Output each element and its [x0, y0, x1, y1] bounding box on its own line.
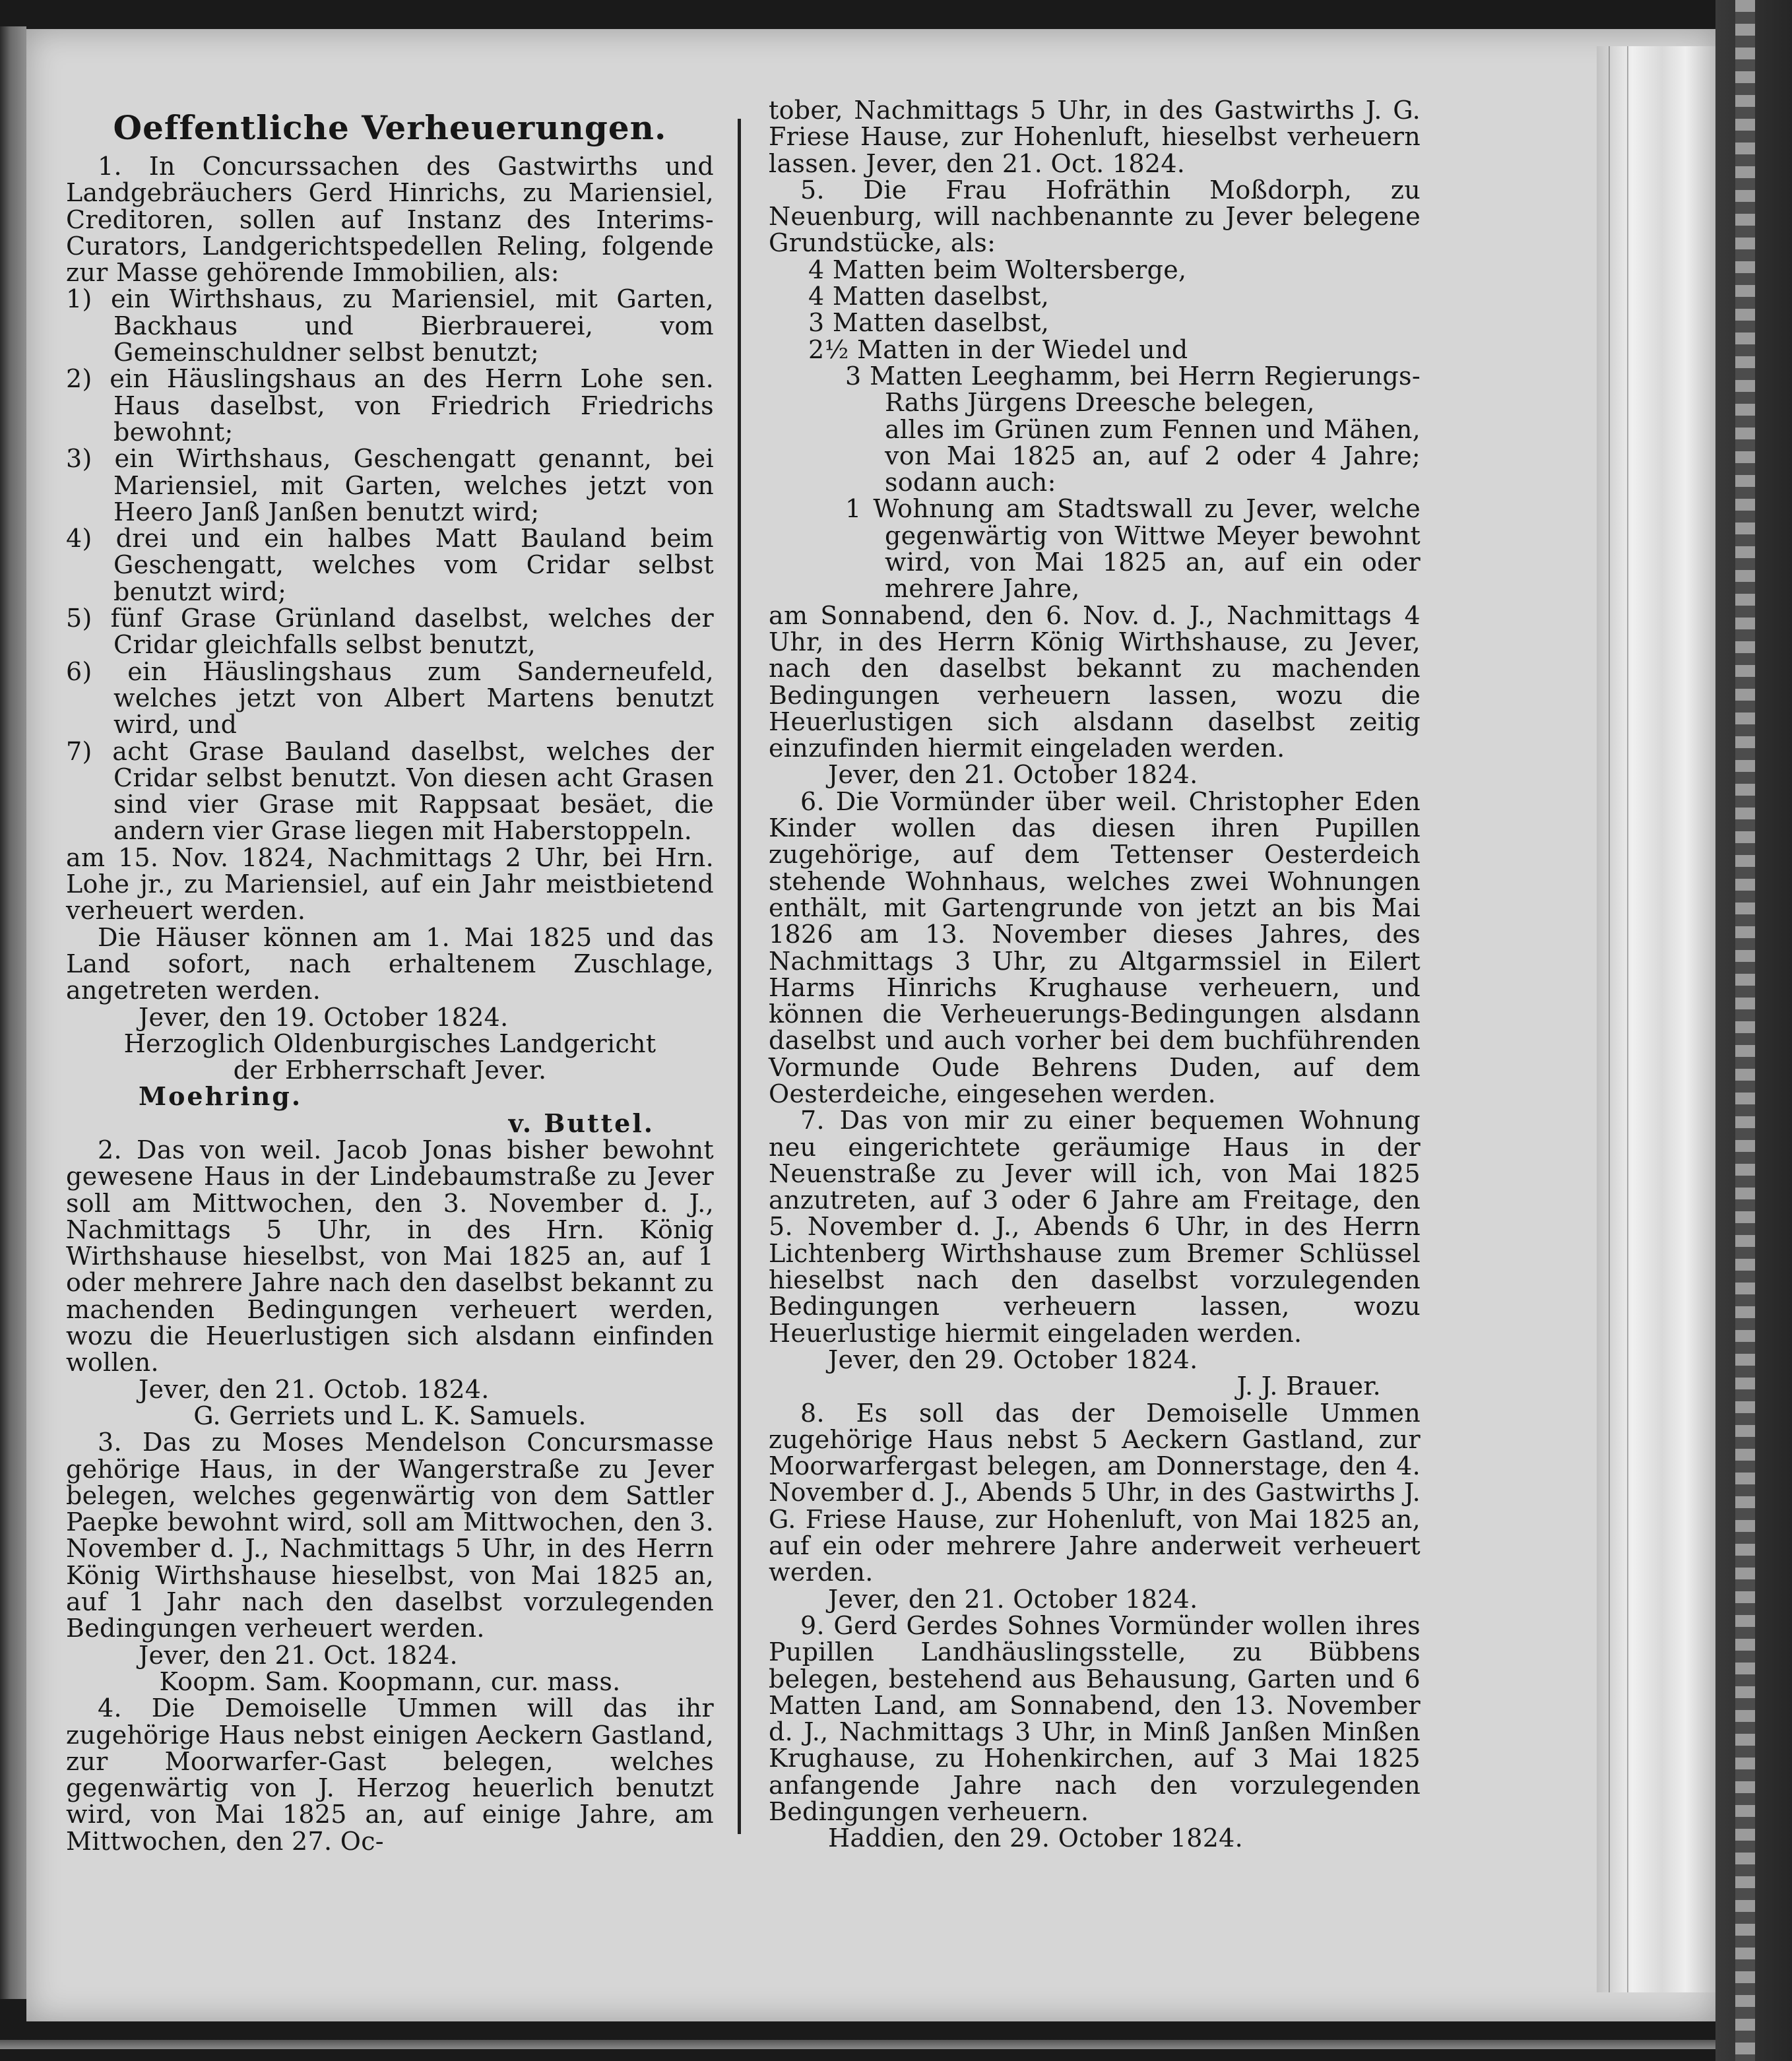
- scan-background: [1715, 0, 1792, 2061]
- right-paragraph: 3 Matten Leeghamm, bei Herrn Regierungs-Raths Jürgens Dreesche belegen,: [845, 361, 1421, 418]
- right-paragraph: 4 Matten daselbst,: [808, 282, 1050, 311]
- scan-bottom-edge: [0, 2021, 1715, 2061]
- right-paragraph: 8. Es soll das der Demoiselle Ummen zugehörige Haus nebst 5 Aeckern Gastland, zur Moorwarfergast belegen, am Donnerstage, den 4. November d. J., Abends 5 Uhr, in des Gastwirths J. G. Friese Hause, zur Hohenluft, von Mai 1825 an, auf ein oder mehrere Jahre anderweit verheuert werden.: [769, 1398, 1421, 1587]
- left-paragraph: Die Häuser können am 1. Mai 1825 und das Land sofort, nach erhaltenem Zuschlage, angetreten werden.: [66, 922, 714, 1005]
- right-paragraph: 5. Die Frau Hofräthin Moßdorph, zu Neuenburg, will nachbenannte zu Jever belegene Grundstücke, als:: [769, 175, 1421, 258]
- right-paragraph: Jever, den 21. October 1824.: [828, 760, 1198, 790]
- left-paragraph: 4. Die Demoiselle Ummen will das ihr zugehörige Haus nebst einigen Aeckern Gastland, zur Moorwarfer-Gast belegen, welches gegenwärtig von J. Herzog heuerlich benutzt wird, von Mai 1825 an, auf einige Jahre, am Mittwochen, den 27. Oc-: [66, 1694, 714, 1856]
- left-paragraph: 1) ein Wirthshaus, zu Mariensiel, mit Garten, Backhaus und Bierbrauerei, vom Gemeinschuldner selbst benutzt;: [66, 284, 714, 367]
- left-paragraph: 6) ein Häuslingshaus zum Sanderneufeld, welches jetzt von Albert Martens benutzt wird, und: [66, 656, 714, 740]
- page-stack-edge: [1597, 46, 1715, 1992]
- right-paragraph: am Sonnabend, den 6. Nov. d. J., Nachmittags 4 Uhr, in des Herrn König Wirthshause, zu Jever, nach den daselbst bekannt zu machenden Bedingungen verheuern lassen, wozu die Heuerlustigen sich alsdann daselbst zeitig einzufinden hiermit eingeladen werden.: [769, 600, 1421, 763]
- previous-page-sliver: [0, 26, 26, 1999]
- right-paragraph: Haddien, den 29. October 1824.: [828, 1823, 1244, 1853]
- right-paragraph: alles im Grünen zum Fennen und Mähen, von Mai 1825 an, auf 2 oder 4 Jahre; sodann auch:: [885, 414, 1421, 497]
- left-paragraph: Herzoglich Oldenburgisches Landgericht: [123, 1029, 656, 1058]
- right-paragraph: 1 Wohnung am Stadtswall zu Jever, welche gegenwärtig von Wittwe Meyer bewohnt wird, von Mai 1825 an, auf ein oder mehrere Jahre,: [845, 494, 1421, 604]
- left-paragraph: 1. In Concurssachen des Gastwirths und Landgebräuchers Gerd Hinrichs, zu Mariensiel, Creditoren, sollen auf Instanz des Interims-Curators, Landgerichtspedellen Reling, folgende zur Masse gehörende Immobilien, als:: [66, 152, 714, 288]
- right-paragraph: Jever, den 29. October 1824.: [828, 1345, 1198, 1374]
- left-paragraph: 2) ein Häuslingshaus an des Herrn Lohe sen. Haus daselbst, von Friedrich Friedrichs bewohnt;: [66, 364, 714, 447]
- left-paragraph: 2. Das von weil. Jacob Jonas bisher bewohnt gewesene Haus in der Lindebaumstraße zu Jever soll am Mittwochen, den 3. November d. J., Nachmittags 5 Uhr, in des Hrn. König Wirthshause hieselbst, von Mai 1825 an, auf 1 oder mehrere Jahre nach den daselbst bekannt zu machenden Bedingungen verheuert werden, wozu die Heuerlustigen sich alsdann einfinden wollen.: [66, 1135, 714, 1378]
- left-paragraph: 7) acht Grase Bauland daselbst, welches der Cridar selbst benutzt. Von diesen acht Grasen sind vier Grase mit Rappsaat besäet, die andern vier Grase liegen mit Haberstoppeln.: [66, 736, 714, 846]
- right-paragraph: 3 Matten daselbst,: [808, 308, 1050, 338]
- left-paragraph: 3) ein Wirthshaus, Geschengatt genannt, bei Mariensiel, mit Garten, welches jetzt von Heero Janß Janßen benutzt wird;: [66, 444, 714, 526]
- right-paragraph: 7. Das von mir zu einer bequemen Wohnung neu eingerichtete geräumige Haus in der Neuenstraße zu Jever will ich, von Mai 1825 anzutreten, auf 3 oder 6 Jahre am Freitage, den 5. November d. J., Abends 6 Uhr, in des Herrn Lichtenberg Wirthshause zum Bremer Schlüssel hieselbst nach den daselbst vorzulegenden Bedingungen verheuern lassen, wozu Heuerlustige hiermit eingeladen werden.: [769, 1106, 1421, 1348]
- left-column: [66, 108, 714, 1856]
- left-paragraph: v. Buttel.: [508, 1108, 655, 1138]
- left-paragraph: 5) fünf Grase Grünland daselbst, welches der Cridar gleichfalls selbst benutzt,: [66, 604, 714, 660]
- left-paragraph: 4) drei und ein halbes Matt Bauland beim Geschengatt, welches vom Cridar selbst benutzt wird;: [66, 524, 714, 606]
- right-paragraph: Jever, den 21. October 1824.: [828, 1584, 1198, 1614]
- right-paragraph: tober, Nachmittags 5 Uhr, in des Gastwirths J. G. Friese Hause, zur Hohenluft, hieselbst verheuern lassen. Jever, den 21. Oct. 1824.: [769, 96, 1421, 178]
- left-paragraph: Koopm. Sam. Koopmann, cur. mass.: [159, 1666, 621, 1696]
- left-paragraph: Jever, den 21. Oct. 1824.: [139, 1640, 458, 1670]
- right-paragraph: 9. Gerd Gerdes Sohnes Vormünder wollen ihres Pupillen Landhäuslingsstelle, zu Bübbens belegen, bestehend aus Behausung, Garten und 6 Matten Land, am Sonnabend, den 13. November d. J., Nachmittags 3 Uhr, in Minß Janßen Minßen Krughause, zu Hohenkirchen, auf 3 Mai 1825 anfangende Jahre nach den vorzulegenden Bedingungen verheuern.: [769, 1610, 1421, 1826]
- right-paragraph: J. J. Brauer.: [1236, 1372, 1381, 1401]
- right-paragraph: 4 Matten beim Woltersberge,: [808, 255, 1187, 284]
- right-paragraph: 6. Die Vormünder über weil. Christopher Eden Kinder wollen das diesen ihren Pupillen zugehörige, auf dem Tettenser Oesterdeich stehende Wohnhaus, welches zwei Wohnungen enthält, mit Gartengrunde von jetzt an bis Mai 1826 am 13. November dieses Jahres, des Nachmittags 3 Uhr, zu Altgarmssiel in Eilert Harms Hinrichs Krughause verheuern, und können die Verheuerungs-Bedingungen alsdann daselbst und auch vorher bei dem buchführenden Vormunde Oude Behrens Duden, auf dem Oesterdeiche, eingesehen werden.: [769, 786, 1421, 1108]
- left-paragraph: Jever, den 21. Octob. 1824.: [139, 1374, 490, 1404]
- column-rule: [738, 119, 741, 1834]
- left-paragraph: Moehring.: [139, 1081, 303, 1112]
- left-paragraph: 3. Das zu Moses Mendelson Concursmasse gehörige Haus, in der Wangerstraße zu Jever belegen, welches gegenwärtig von dem Sattler Paepke bewohnt wird, soll am Mittwochen, den 3. November d. J., Nachmittags 5 Uhr, in des Herrn König Wirthshause hieselbst, von Mai 1825 an, auf 1 Jahr nach den daselbst vorzulegenden Bedingungen verheuert werden.: [66, 1428, 714, 1643]
- right-paragraph: 2½ Matten in der Wiedel und: [808, 334, 1188, 364]
- left-paragraph: am 15. Nov. 1824, Nachmittags 2 Uhr, bei Hrn. Lohe jr., zu Mariensiel, auf ein Jahr meistbietend verheuert werden.: [66, 842, 714, 926]
- right-column: [769, 97, 1421, 1852]
- left-paragraph: der Erbherrschaft Jever.: [233, 1056, 547, 1085]
- left-paragraph: G. Gerriets und L. K. Samuels.: [193, 1401, 587, 1430]
- left-paragraph: Jever, den 19. October 1824.: [139, 1002, 509, 1032]
- page-title: Oeffentliche Verheuerungen.: [113, 108, 667, 147]
